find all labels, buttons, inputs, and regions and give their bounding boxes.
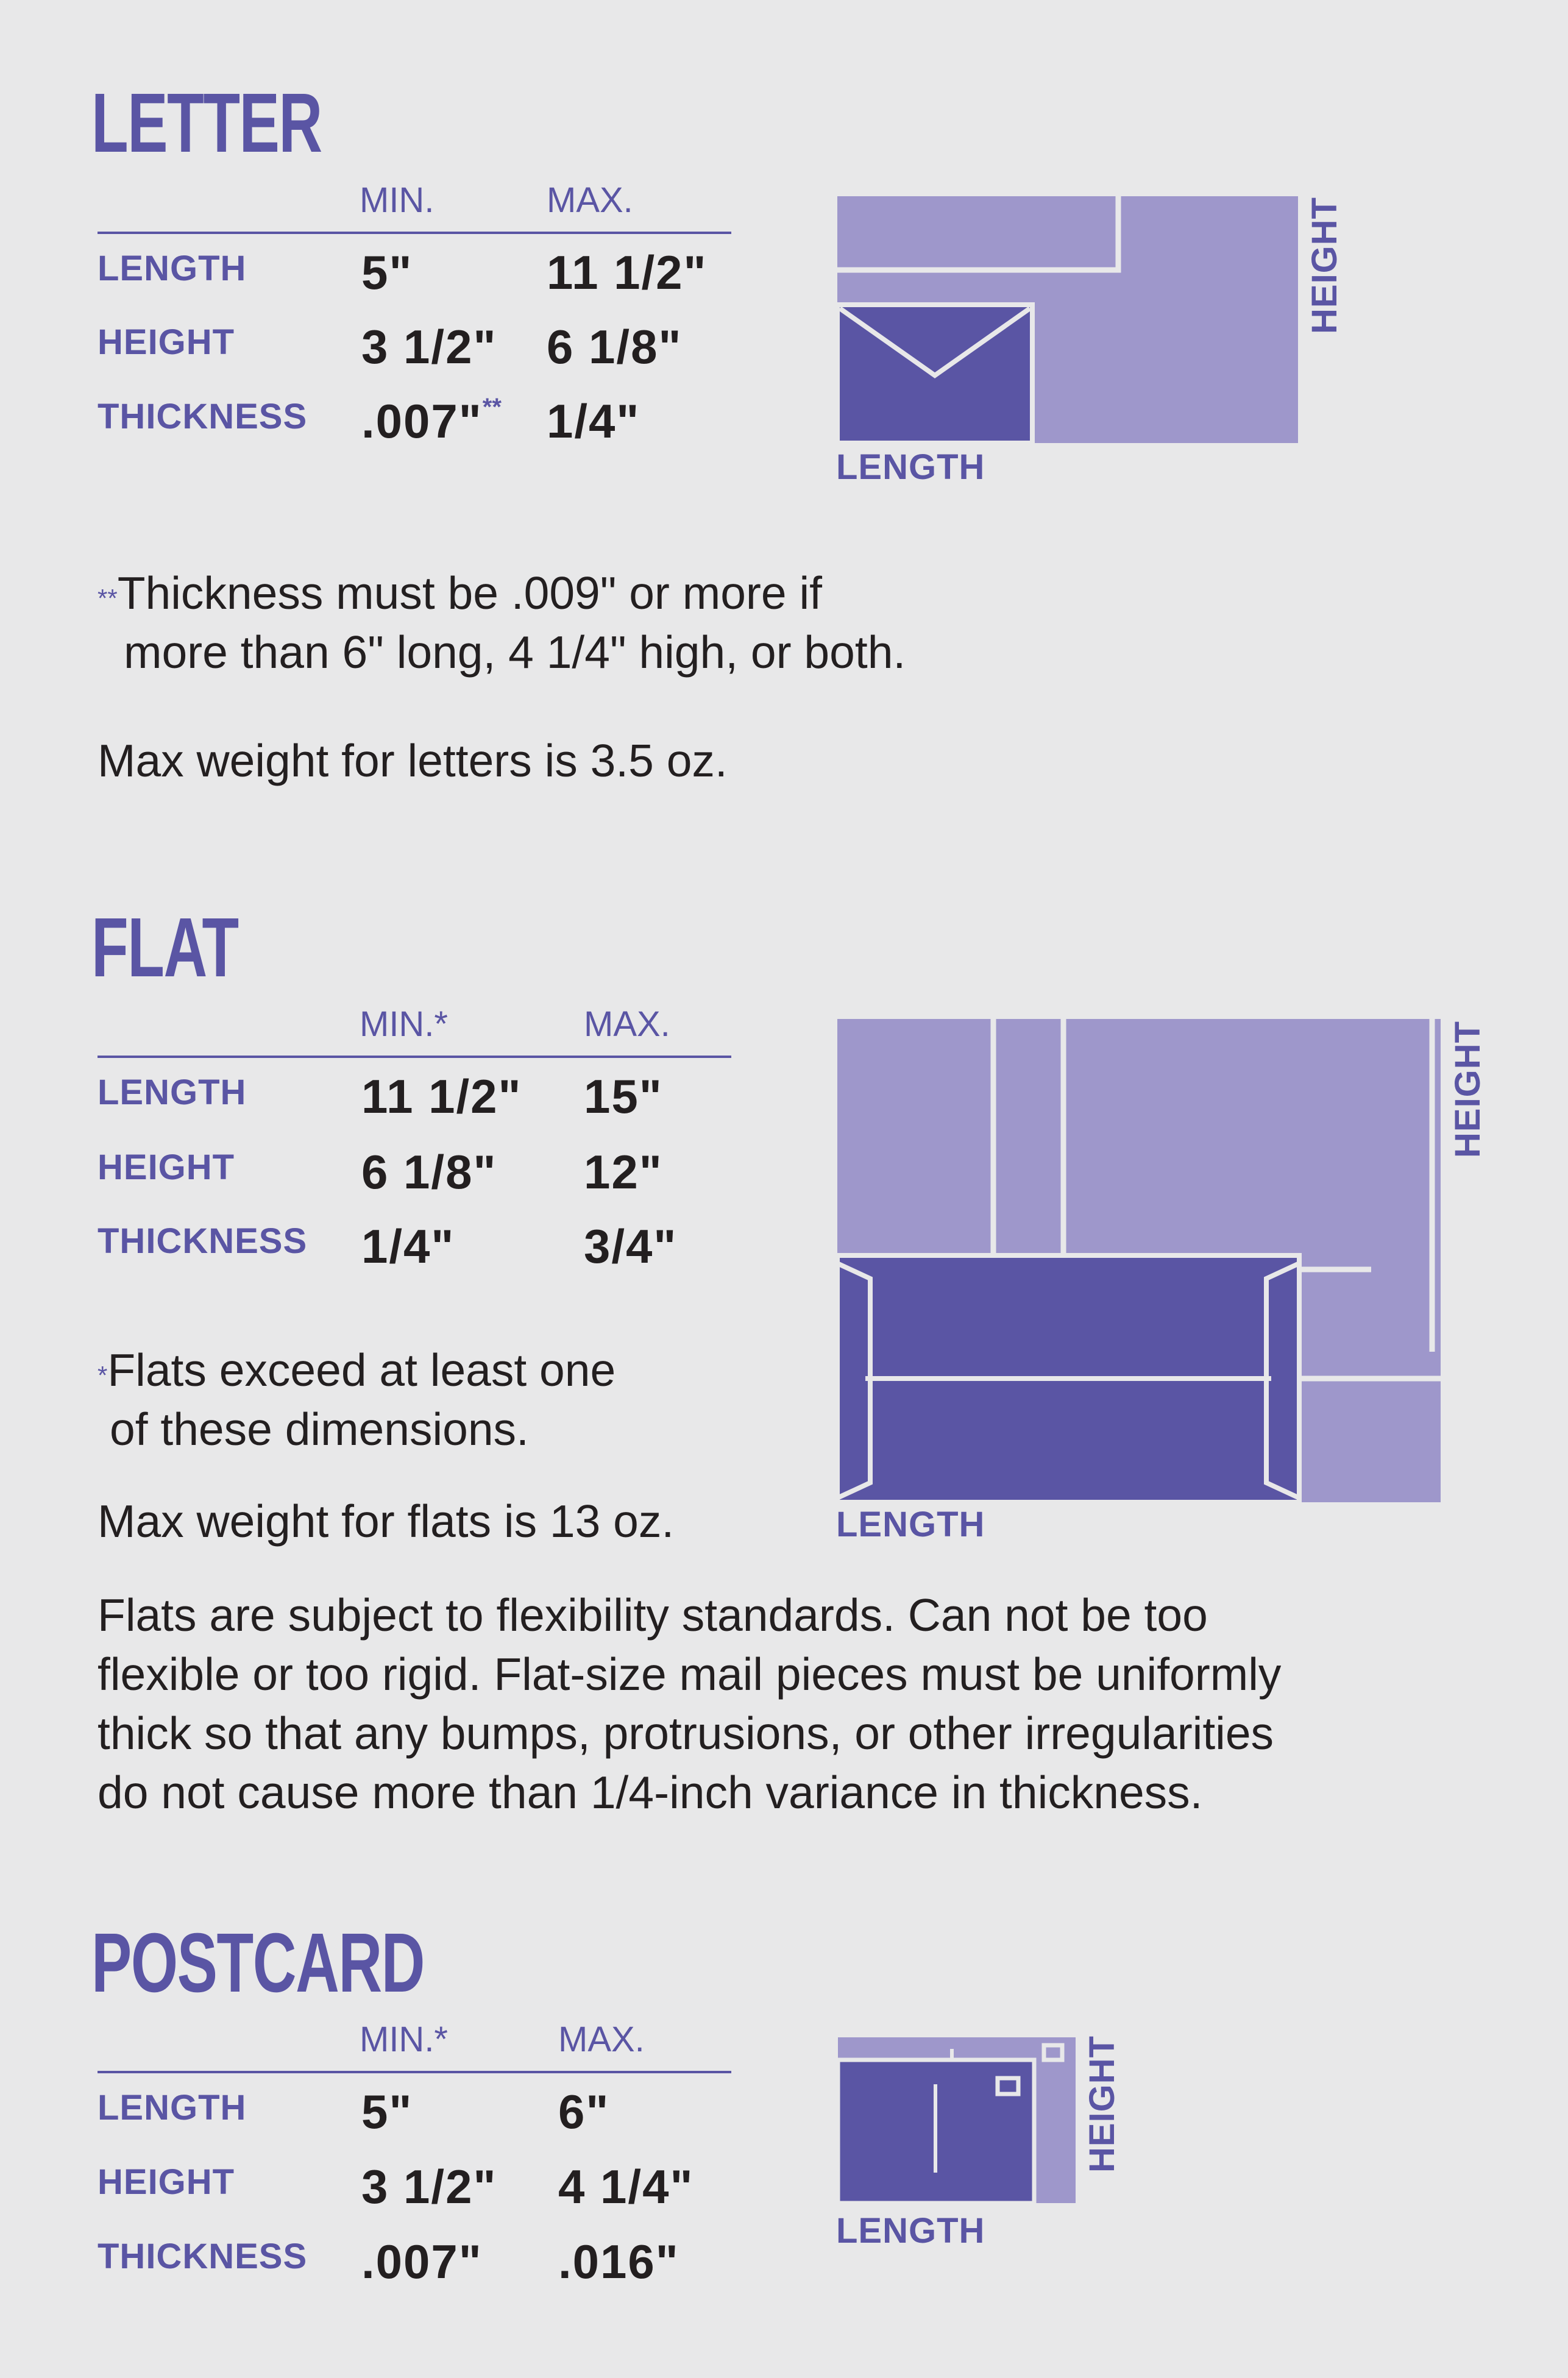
flat-height-max: 12" — [584, 1145, 663, 1199]
letter-row-label-height: HEIGHT — [98, 322, 235, 362]
postcard-col-max: MAX. — [558, 2020, 645, 2059]
letter-footnote — [98, 564, 822, 623]
postcard-table-rule — [98, 2071, 731, 2073]
flat-paragraph-line-3: thick so that any bumps, protrusions, or other irregularities — [98, 1708, 1274, 1759]
postcard-height-min: 3 1/2" — [361, 2160, 497, 2213]
letter-footnote-line1: Thickness must be .009" or more if — [117, 567, 822, 619]
letter-row-label-length: LENGTH — [98, 249, 247, 288]
postcard-thickness-min: .007" — [361, 2235, 483, 2288]
letter-diagram-length-label: LENGTH — [836, 447, 985, 487]
flat-table-rule — [98, 1056, 731, 1058]
flat-col-min: MIN.* — [360, 1004, 448, 1044]
letter-thickness-min — [361, 394, 502, 448]
letter-footnote-line2: more than 6" long, 4 1/4" high, or both. — [124, 626, 906, 678]
letter-title: LETTER — [91, 76, 322, 170]
flat-thickness-max: 3/4" — [584, 1219, 678, 1273]
letter-height-min: 3 1/2" — [361, 320, 497, 374]
postcard-diagram-height-label: HEIGHT — [1082, 2035, 1122, 2173]
postcard-row-label-height: HEIGHT — [98, 2162, 235, 2202]
flat-length-min: 11 1/2" — [361, 1070, 522, 1123]
flat-footnote — [98, 1341, 615, 1400]
postcard-height-max: 4 1/4" — [558, 2160, 694, 2213]
postcard-thickness-max: .016" — [558, 2235, 679, 2288]
letter-length-min: 5" — [361, 246, 413, 299]
flat-diagram — [835, 1017, 1444, 1504]
flat-diagram-length-label: LENGTH — [836, 1505, 985, 1544]
letter-length-max: 11 1/2" — [547, 246, 708, 299]
postcard-length-min: 5" — [361, 2085, 413, 2138]
letter-thickness-max: 1/4" — [547, 394, 640, 448]
flat-diagram-height-label: HEIGHT — [1448, 1020, 1488, 1158]
flat-max-weight: Max weight for flats is 13 oz. — [98, 1496, 675, 1547]
letter-footnote-mark: ** — [98, 584, 118, 612]
flat-title: FLAT — [91, 901, 238, 995]
flat-row-label-thickness: THICKNESS — [98, 1221, 308, 1261]
letter-diagram-height-label: HEIGHT — [1305, 196, 1344, 334]
postcard-row-label-length: LENGTH — [98, 2088, 247, 2128]
postcard-row-label-thickness: THICKNESS — [98, 2237, 308, 2276]
letter-max-weight: Max weight for letters is 3.5 oz. — [98, 735, 728, 786]
flat-row-label-height: HEIGHT — [98, 1148, 235, 1187]
letter-col-min: MIN. — [360, 180, 435, 220]
flat-length-max: 15" — [584, 1070, 663, 1123]
letter-table-rule — [98, 232, 731, 234]
flat-row-label-length: LENGTH — [98, 1073, 247, 1112]
letter-height-max: 6 1/8" — [547, 320, 683, 374]
letter-thickness-footnote-mark: ** — [482, 394, 502, 421]
flat-footnote-mark: * — [98, 1361, 108, 1390]
postcard-diagram-length-label: LENGTH — [836, 2211, 985, 2251]
flat-paragraph-line-4: do not cause more than 1/4-inch variance in thickness. — [98, 1767, 1203, 1818]
letter-thickness-min-value: .007" — [361, 394, 483, 448]
postcard-title: POSTCARD — [91, 1916, 425, 2010]
flat-paragraph-line-2: flexible or too rigid. Flat-size mail pieces must be uniformly — [98, 1649, 1282, 1700]
letter-col-max: MAX. — [547, 180, 633, 220]
letter-diagram — [835, 194, 1304, 450]
flat-height-min: 6 1/8" — [361, 1145, 497, 1199]
postcard-diagram — [836, 2035, 1080, 2206]
flat-footnote-line2: of these dimensions. — [110, 1404, 529, 1455]
flat-footnote-line1: Flats exceed at least one — [107, 1344, 616, 1396]
flat-thickness-min: 1/4" — [361, 1219, 455, 1273]
postcard-col-min: MIN.* — [360, 2020, 448, 2059]
flat-paragraph-line-1: Flats are subject to flexibility standards. Can not be too — [98, 1589, 1208, 1641]
flat-col-max: MAX. — [584, 1004, 670, 1044]
letter-row-label-thickness: THICKNESS — [98, 397, 308, 436]
postcard-length-max: 6" — [558, 2085, 610, 2138]
